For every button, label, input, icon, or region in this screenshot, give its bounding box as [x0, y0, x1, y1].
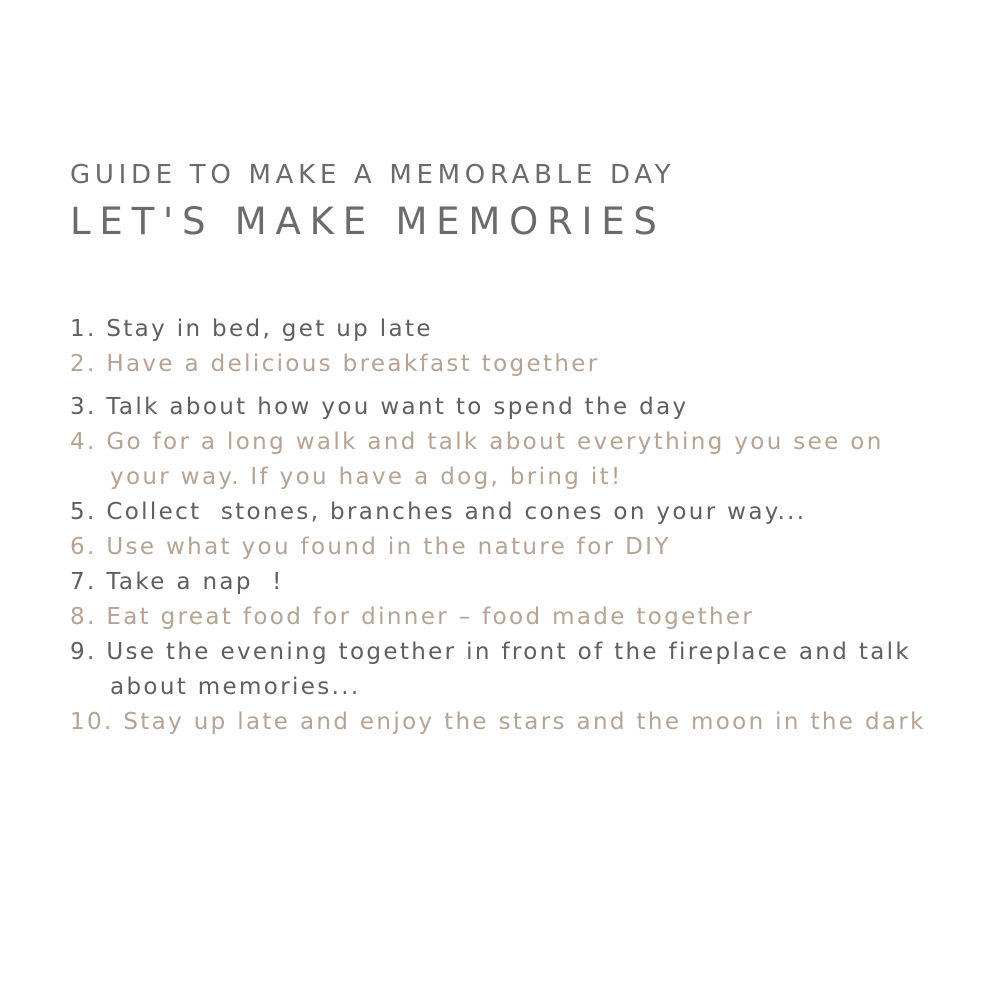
item-text: Take a nap ! — [106, 569, 284, 595]
item-number: 10. — [70, 709, 114, 735]
guide-subtitle: GUIDE TO MAKE A MEMORABLE DAY — [70, 160, 676, 190]
item-number: 2. — [70, 351, 97, 377]
item-text: Eat great food for dinner – food made together — [106, 604, 755, 630]
item-text: Use the evening together in front of the fireplace and talk — [106, 639, 912, 665]
item-text: Collect stones, branches and cones on your way... — [106, 499, 807, 525]
list-item — [70, 565, 926, 600]
item-number: 7. — [70, 569, 97, 595]
item-text-continued: about memories... — [110, 674, 361, 700]
item-text: Stay in bed, get up late — [106, 316, 433, 342]
item-number: 4. — [70, 429, 97, 455]
memory-guide — [70, 0, 980, 1000]
item-text: Have a delicious breakfast together — [106, 351, 600, 377]
item-number: 8. — [70, 604, 97, 630]
list-item — [70, 635, 926, 705]
item-text: Stay up late and enjoy the stars and the moon in the dark — [123, 709, 926, 735]
list-item — [70, 530, 926, 565]
item-text: Use what you found in the nature for DIY — [106, 534, 671, 560]
item-number: 5. — [70, 499, 97, 525]
list-item — [70, 312, 926, 347]
list-item — [70, 390, 926, 425]
memory-list — [70, 312, 926, 740]
list-item — [70, 705, 926, 740]
item-text-continued: your way. If you have a dog, bring it! — [110, 464, 623, 490]
item-text: Go for a long walk and talk about everything you see on — [106, 429, 884, 455]
item-number: 9. — [70, 639, 97, 665]
list-item — [70, 347, 926, 382]
item-number: 6. — [70, 534, 97, 560]
item-text: Talk about how you want to spend the day — [106, 394, 689, 420]
list-item — [70, 495, 926, 530]
page-title: LET'S MAKE MEMORIES — [70, 200, 666, 243]
item-number: 3. — [70, 394, 97, 420]
list-item — [70, 425, 926, 495]
item-number: 1. — [70, 316, 97, 342]
list-item — [70, 600, 926, 635]
